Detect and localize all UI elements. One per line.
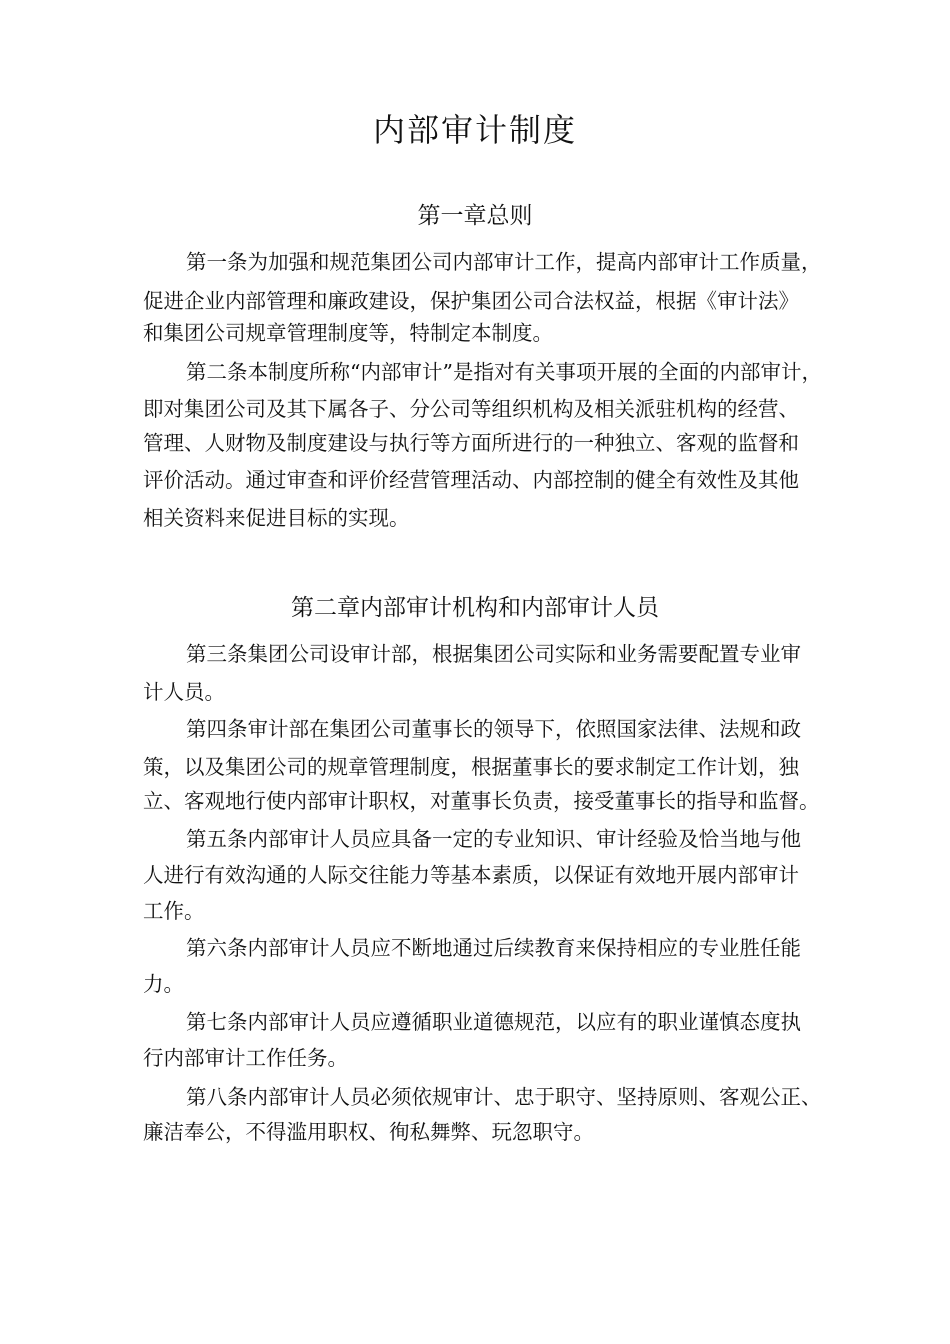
article-2-line: 即对集团公司及其下属各子、分公司等组织机构及相关派驻机构的经营、 [143,397,799,421]
chapter-2-heading: 第二章内部审计机构和内部审计人员 [291,595,659,621]
article-2-line: 第二条本制度所称“内部审计”是指对有关事项开展的全面的内部审计， [186,360,822,384]
article-2-line: 管理、人财物及制度建设与执行等方面所进行的一种独立、客观的监督和 [143,431,799,455]
document-title: 内部审计制度 [372,111,577,149]
article-5-line: 人进行有效沟通的人际交往能力等基本素质，以保证有效地开展内部审计 [143,863,799,887]
article-4-line: 立、客观地行使内部审计职权，对董事长负责，接受董事长的指导和监督。 [143,789,820,813]
article-8-line: 第八条内部审计人员必须依规审计、忠于职守、坚持原则、客观公正、 [186,1085,822,1109]
article-3-line: 计人员。 [143,680,225,704]
article-7-line: 行内部审计工作任务。 [143,1046,348,1070]
article-3-line: 第三条集团公司设审计部，根据集团公司实际和业务需要配置专业审 [186,642,801,666]
article-2-line: 相关资料来促进目标的实现。 [143,506,410,530]
article-4-line: 第四条审计部在集团公司董事长的领导下，依照国家法律、法规和政 [186,717,801,741]
article-5-line: 工作。 [143,899,205,923]
article-6-line: 第六条内部审计人员应不断地通过后续教育来保持相应的专业胜任能 [186,936,801,960]
article-7-line: 第七条内部审计人员应遵循职业道德规范，以应有的职业谨慎态度执 [186,1010,801,1034]
chapter-1-heading: 第一章总则 [417,203,533,229]
article-5-line: 第五条内部审计人员应具备一定的专业知识、审计经验及恰当地与他 [186,827,801,851]
article-6-line: 力。 [143,972,184,996]
article-8-line: 廉洁奉公，不得滥用职权、徇私舞弊、玩忽职守。 [143,1120,594,1144]
article-1-line: 和集团公司规章管理制度等，特制定本制度。 [143,321,553,345]
article-4-line: 策，以及集团公司的规章管理制度，根据董事长的要求制定工作计划，独 [143,755,799,779]
article-2-line: 评价活动。通过审查和评价经营管理活动、内部控制的健全有效性及其他 [143,468,799,492]
article-1-line: 促进企业内部管理和廉政建设，保护集团公司合法权益，根据《审计法》 [143,289,799,313]
article-1-line: 第一条为加强和规范集团公司内部审计工作，提高内部审计工作质量， [186,250,822,274]
